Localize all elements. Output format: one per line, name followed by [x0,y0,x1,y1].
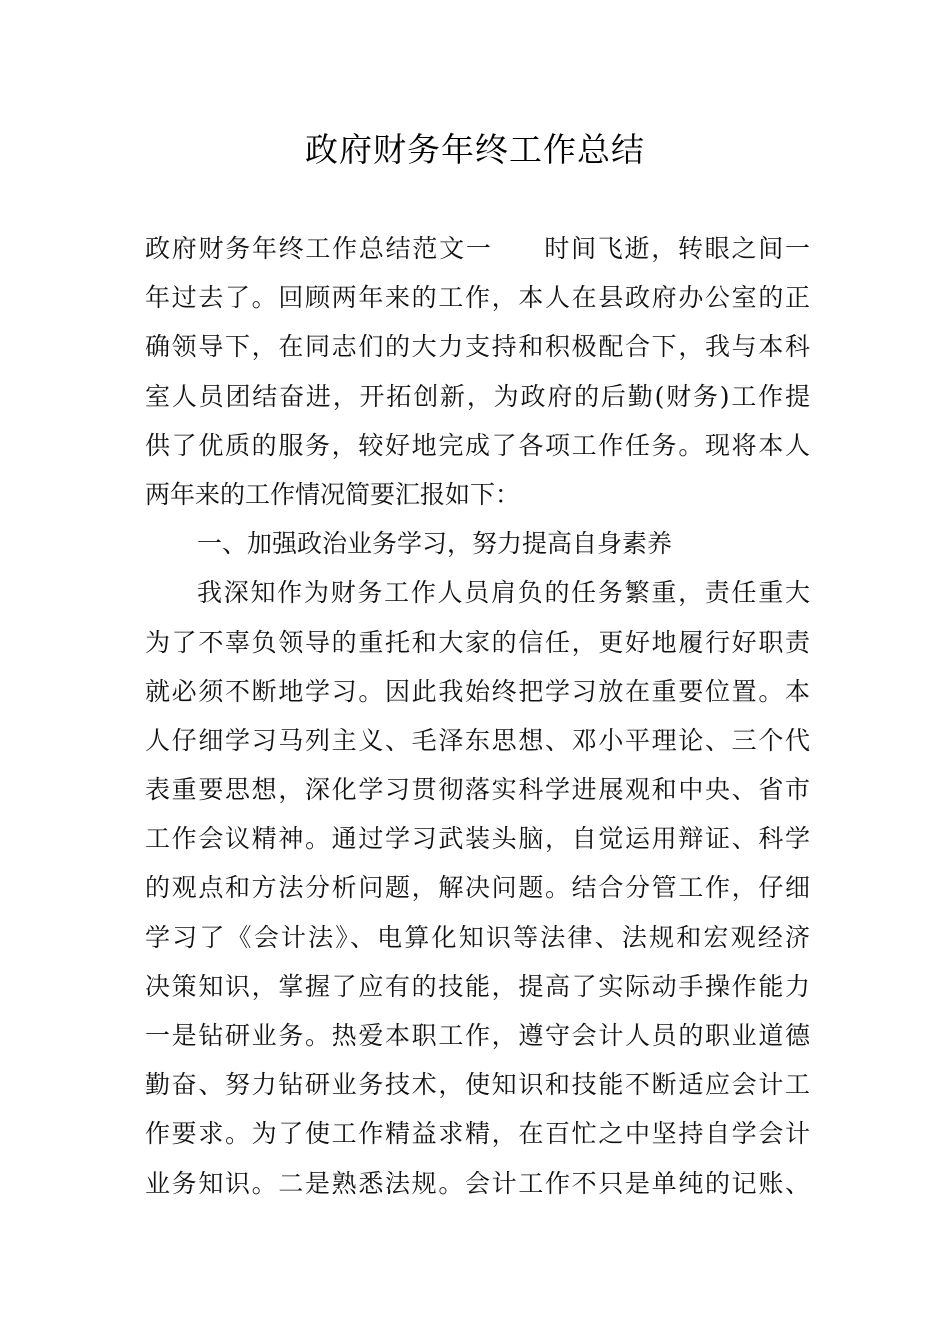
body-line: 我深知作为财务工作人员肩负的任务繁重，责任重大 [197,578,810,608]
body-line: 表重要思想，深化学习贯彻落实科学进展观和中央、省市 [145,775,810,805]
body-line: 作要求。为了使工作精益求精，在百忙之中坚持自学会计 [145,1119,810,1149]
body-line: 的观点和方法分析问题，解决问题。结合分管工作，仔细 [145,873,810,903]
body-line-left: 政府财务年终工作总结范文一 [145,234,493,263]
body-line: 为了不辜负领导的重托和大家的信任，更好地履行好职责 [145,627,810,657]
document-title: 政府财务年终工作总结 [305,130,645,169]
body-line: 勤奋、努力钻研业务技术，使知识和技能不断适应会计工 [145,1070,810,1100]
body-line: 决策知识，掌握了应有的技能，提高了实际动手操作能力 [145,971,810,1001]
document-body [145,224,810,1208]
body-line: 年过去了。回顾两年来的工作，本人在县政府办公室的正 [145,283,810,313]
body-line-right: 时间飞逝，转眼之间一 [542,234,810,263]
body-line: 室人员团结奋进，开拓创新，为政府的后勤(财务)工作提 [145,381,810,411]
body-line: 一是钻研业务。热爱本职工作，遵守会计人员的职业道德 [145,1021,810,1050]
body-line: 学习了《会计法》、电算化知识等法律、法规和宏观经济 [145,922,810,952]
body-line: 工作会议精神。通过学习武装头脑，自觉运用辩证、科学 [145,824,810,854]
body-line: 人仔细学习马列主义、毛泽东思想、邓小平理论、三个代 [145,725,810,755]
body-line: 供了优质的服务，较好地完成了各项工作任务。现将本人 [145,430,810,460]
body-line: 就必须不断地学习。因此我始终把学习放在重要位置。本 [145,676,810,706]
section-heading: 一、加强政治业务学习，努力提高自身素养 [197,529,673,559]
body-line: 两年来的工作情况简要汇报如下： [145,479,521,509]
body-line: 业务知识。二是熟悉法规。会计工作不只是单纯的记账、 [145,1168,810,1198]
body-line [145,224,810,273]
body-line: 确领导下，在同志们的大力支持和积极配合下，我与本科 [145,332,810,362]
